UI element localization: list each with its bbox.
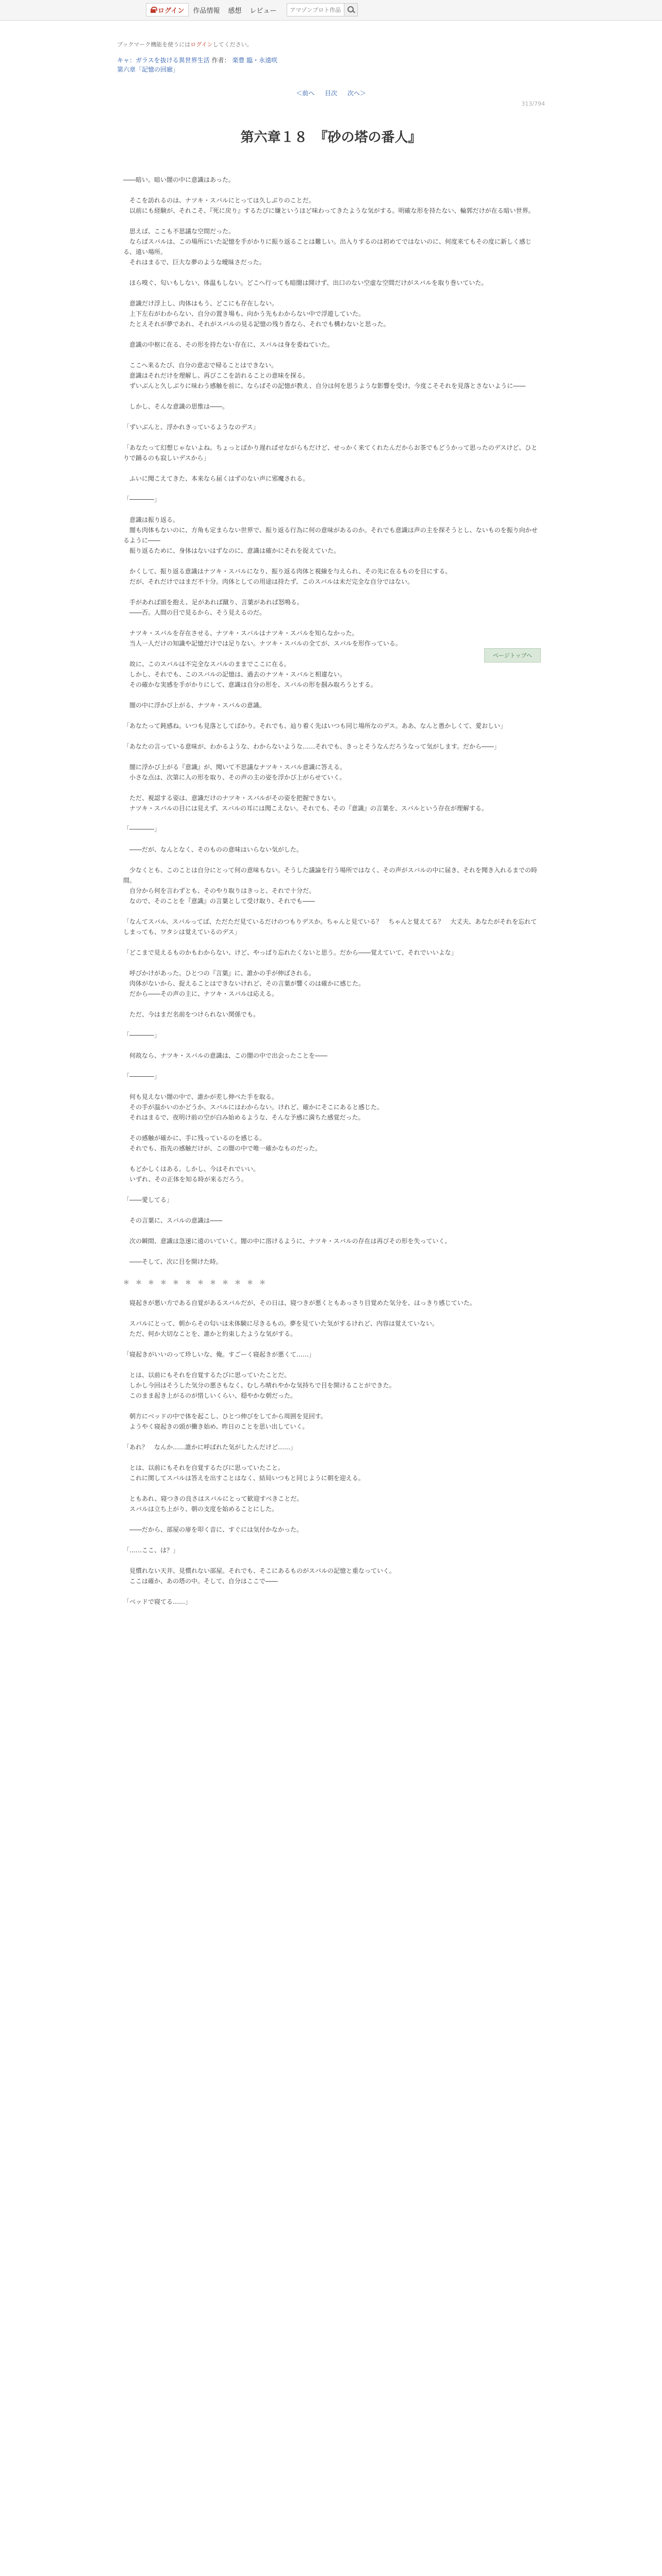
login-button[interactable] <box>146 3 189 16</box>
body-line: ――だが、なんとなく、そのものの意味はいらない気がした。 <box>123 846 303 853</box>
body-line: ナツキ・スバルの目には見えず、スバルの耳には聞こえない。それでも、その『意識』の言葉を、スバルという存在が理解する。 <box>123 805 488 812</box>
body-line: 「あなたの言っている意味が、わかるような、わからないような……それでも、きっとそうなんだろうなって気がします。だから――」 <box>123 743 501 750</box>
body-line <box>123 1432 539 1442</box>
search-box <box>287 3 358 16</box>
body-line: しかし、そんな意識の思惟は――。 <box>123 403 229 410</box>
bookmark-notice-suffix: してください。 <box>212 41 253 48</box>
body-line: ――否。人間の目で見るから、そう見えるのだ。 <box>123 609 266 616</box>
bookmark-notice <box>117 40 545 49</box>
body-line: ほら嗅ぐ、匂いもしない、体温もしない。どこへ行っても暗闇は開けず、出口のない空虚な空間だけがスバルを取り巻いていた。 <box>123 279 488 286</box>
body-line: 「――――」 <box>123 825 161 833</box>
body-line: ただ、視認する姿は、意識だけのナツキ・スバルがその姿を把握できない。 <box>123 794 340 802</box>
body-line <box>123 834 539 844</box>
body-line: その手が温かいのかどうか、スバルにはわからない。けれど、確かにそこにあると感じた。 <box>123 1104 384 1111</box>
prev-link[interactable]: ＜前へ <box>296 90 315 97</box>
body-line: 闇も肉体もないのに、方角も定まらない世界で、振り返る行為に何の意味があるのか。それでも意識は声の主を探そうとし、ないものを振り向かせるように―― <box>123 527 538 544</box>
body-line: ようやく寝起きの頭が働き始め、昨日のことを思い出していく。 <box>123 1423 309 1430</box>
body-line: 意識は振り返る。 <box>123 516 179 523</box>
body-line: だから――その声の主に、ナツキ・スバルは応える。 <box>123 990 278 997</box>
body-line: 「――愛してる」 <box>123 1196 173 1204</box>
body-line: スバルにとって、朝からその匂いは未体験に尽きるもの。夢を見ていた気がするけれど、内容は覚えていない。 <box>123 1320 439 1327</box>
body-line: 振り返るために、身体はないはずなのに、意識は確かにそれを捉えていた。 <box>123 547 340 554</box>
search-input[interactable] <box>287 4 344 16</box>
nav-impressions[interactable]: 感想 <box>228 7 242 15</box>
body-line: ＊ ＊ ＊ ＊ ＊ ＊ ＊ ＊ ＊ ＊ ＊ ＊ <box>123 1279 266 1286</box>
body-line: ただ、何か大切なことを、誰かと約束したような気がする。 <box>123 1330 297 1337</box>
page-counter: 313/794 <box>521 100 545 107</box>
body-line: しかし今回はそうした気分の悪さもなく、むしろ晴れやかな気持ちで目を開けることができた。 <box>123 1382 395 1389</box>
nav-reviews[interactable]: レビュー <box>250 7 277 15</box>
body-line: ――そして、次に目を開けた時。 <box>123 1258 222 1265</box>
novel-body <box>117 175 545 1607</box>
body-line: 「――――」 <box>123 496 161 503</box>
body-line <box>123 432 539 443</box>
body-line <box>123 1061 539 1071</box>
body-line <box>123 1081 539 1092</box>
body-line <box>123 937 539 947</box>
body-line: 上下左右がわからない、自分の置き場も、向かう先もわからない中で浮遊していた。 <box>123 310 365 317</box>
body-line: それはまるで、夜明け前の空が白み始めるような、そんな予感に満ちた感覚だった。 <box>123 1114 365 1121</box>
body-line: 故に、このスバルは不完全なスバルのままでここに在る。 <box>123 660 291 668</box>
chapter-subtitle: 第六章「記憶の回廊」 <box>117 66 179 73</box>
body-line: なので、そのことを『意識』の言葉として受け取り、それでも―― <box>123 897 315 905</box>
body-line: ――だから、部屋の扉を叩く音に、すぐには気付かなかった。 <box>123 1526 303 1533</box>
breadcrumb <box>117 56 545 65</box>
body-line: これに関してスバルは答えを出すことはなく、結局いつもと同じように朝を迎える。 <box>123 1475 365 1482</box>
body-line: そこを訪れるのは、ナツキ・スバルにとっては久しぶりのことだ。 <box>123 197 315 204</box>
body-line: ずいぶんと久しぶりに味わう感触を前に、ならばその記憶が教え、自分は何を思うような影響を受け、今度こそそれを見落とさないように―― <box>123 382 526 389</box>
body-line: 小さな点は、次第に人の形を取り、その声の主の姿を浮かび上がらせていく。 <box>123 774 346 781</box>
body-line: 自分から何を言わずとも、そのやり取りはきっと、それで十分だ。 <box>123 887 316 894</box>
body-line <box>123 618 539 628</box>
body-line: ふいに聞こえてきた、本来なら届くはずのない声に邪魔される。 <box>123 475 309 482</box>
body-line: 思えば、ここも不思議な空間だった。 <box>123 228 235 235</box>
body-line <box>123 1040 539 1050</box>
body-line <box>123 504 539 515</box>
next-link[interactable]: 次へ＞ <box>347 90 366 97</box>
body-line: いずれ、その正体を知る時が来るだろう。 <box>123 1176 247 1183</box>
top-bar-inner <box>146 3 358 16</box>
body-line <box>123 752 539 762</box>
search-button[interactable] <box>344 4 357 16</box>
body-line <box>123 587 539 597</box>
body-line: 闇の中に浮かび上がる、ナツキ・スバルの意識。 <box>123 702 266 709</box>
body-line: 「あれ？ なんか……誰かに呼ばれた気がしたんだけど……」 <box>123 1444 297 1451</box>
body-line: このまま起き上がるのが惜しいくらい、穏やかな朝だった。 <box>123 1392 297 1399</box>
body-line: 「あなたって幻想じゃないよね。ちょっとばかり遅ればせながらもだけど、せっかく来てくれたんだからお茶でもどうかって思ったのデスけど、ひとりで踊るのも寂しいデスから」 <box>123 444 538 462</box>
body-line: とは、以前にもそれを自覚するたびに思っていたこと。 <box>123 1464 285 1471</box>
body-line: 「寝起きがいいのって珍しいな、俺。すごーく寝起きが悪くて……」 <box>123 1351 315 1358</box>
body-line <box>123 814 539 824</box>
body-line <box>123 855 539 865</box>
bookmark-login-link[interactable]: ログイン <box>190 41 213 48</box>
body-line: 「あなたって鈍感ね。いつも見落としてばかり。それでも、辿り着く先はいつも同じ場所なのデス。ああ、なんと愚かしくて、愛おしい」 <box>123 722 507 730</box>
body-line <box>123 185 539 195</box>
lock-icon <box>151 7 156 13</box>
body-line: 朝方にベッドの中で体を起こし、ひとつ伸びをしてから周囲を見回す。 <box>123 1413 327 1420</box>
bookmark-notice-prefix: ブックマーク機能を使うには <box>117 41 191 48</box>
body-line: 意識だけ浮上し、肉体はもう、どこにも存在しない。 <box>123 300 278 307</box>
body-line: ともあれ、寝つきの良さはスバルにとって歓迎すべきことだ。 <box>123 1495 303 1502</box>
body-line: それでも、指先の感触だけが、この闇の中で唯一確かなものだった。 <box>123 1145 322 1152</box>
body-line <box>123 649 539 659</box>
body-line: 何も見えない闇の中で、誰かが差し伸べた手を取る。 <box>123 1093 278 1100</box>
body-line: 「……ここ、は？」 <box>123 1547 179 1554</box>
main-container <box>117 40 545 1607</box>
body-line: 意識はそれだけを理解し、再びここを訪れることの意味を探る。 <box>123 372 309 379</box>
body-line <box>123 288 539 298</box>
body-line <box>123 412 539 422</box>
body-line: だが、それだけではまだ不十分。肉体としての用途は持たず、このスバルは未だ完全な自分ではない。 <box>123 578 414 585</box>
body-line <box>123 710 539 721</box>
body-line: ならばスバルは、この場所にいた記憶を手がかりに振り返ることは難しい。出入りするのは初めてではないのに、何度来てもその度に新しく感じる、遠い場所。 <box>123 238 532 256</box>
nav-work-info[interactable]: 作品情報 <box>193 7 220 15</box>
body-line <box>123 999 539 1009</box>
body-line: 手があれば頭を抱え、足があれば蹴り、言葉があれば怒鳴る。 <box>123 599 303 606</box>
body-line: 当人一人だけの知識や記憶だけでは足りない。ナツキ・スバルの全てが、スバルを形作っている。 <box>123 640 402 647</box>
body-line <box>123 1267 539 1277</box>
author-link[interactable]: 楽豊 臨・永遠咲 <box>232 57 278 64</box>
body-line: 「なんてスバル、スバルってば、ただただ見ているだけのつもりデスか。ちゃんと見ている？ ちゃんと覚えてる？ 大丈夫、あなたがそれを忘れてしまっても、ワタシは覚えているのデス」 <box>123 918 537 936</box>
body-line: 肉体がないから、捉えることはできないけれど、その言葉が響くのは確かに感じた。 <box>123 980 365 987</box>
body-line: 「――――」 <box>123 1073 161 1080</box>
body-line: かくして、振り返る意識はナツキ・スバルになり、振り返る肉体と視線を与えられ、その先に在るものを目にする。 <box>123 568 452 575</box>
body-line <box>123 350 539 360</box>
body-line: ――暗い。暗い闇の中に意識はあった。 <box>123 176 235 183</box>
series-link[interactable]: キャ：ガラスを抜ける異世界生活 <box>117 57 210 64</box>
body-line <box>123 1123 539 1133</box>
page-top-button[interactable]: ページトップへ <box>484 648 541 663</box>
body-line: 「――――」 <box>123 1031 161 1039</box>
body-line: 見慣れない天井、見慣れない部屋。それでも、そこにあるものがスバルの記憶と重なっていく。 <box>123 1567 395 1574</box>
body-line <box>123 267 539 278</box>
body-line: たとえそれが夢であれ、それがスバルの見る記憶の残り香なら、それでも構わないと思った。 <box>123 320 390 328</box>
body-line <box>123 1360 539 1370</box>
toc-link[interactable]: 目次 <box>324 90 337 97</box>
body-line: 以前にも経験が、それこそ、『死に戻り』するたびに嫌というほど味わってきたような気がする。明確な形を持たない、輪郭だけが在る暗い世界。 <box>123 207 535 214</box>
body-line <box>123 1514 539 1524</box>
body-line <box>123 1555 539 1566</box>
body-line: 呼びかけがあった。ひとつの『言葉』に、誰かの手が伸ばされる。 <box>123 970 315 977</box>
body-line <box>123 1154 539 1164</box>
body-line: ここへ来るたび、自分の意志で帰ることはできない。 <box>123 362 278 369</box>
body-line <box>123 329 539 340</box>
body-line: 寝起きが悪い方である自覚があるスバルだが、その日は、寝つきが悪くともあっさり目覚めた気分を、はっきり感じていた。 <box>123 1299 476 1307</box>
body-line: とは、以前にもそれを自覚するたびに思っていたことだ。 <box>123 1371 291 1379</box>
body-line: 何故なら、ナツキ・スバルの意識は、この闇の中で出会ったことを―― <box>123 1052 327 1059</box>
body-line: 「ずいぶんと、浮かれきっているようなのデス」 <box>123 423 259 431</box>
body-line <box>123 1226 539 1236</box>
body-line: 「どこまで見えるものかもわからない、けど、やっぱり忘れたくないと思う。だから――覚えていて、それでいいよな」 <box>123 949 457 956</box>
body-line: それはまるで、巨大な夢のような曖昧さだった。 <box>123 259 266 266</box>
top-bar <box>0 0 662 21</box>
body-line <box>123 906 539 917</box>
body-line <box>123 484 539 494</box>
body-line <box>123 1287 539 1298</box>
body-line: その確かな実感を手がかりにして、意識は自分の形を、スバルの形を掴み取ろうとする。 <box>123 681 377 688</box>
body-line <box>123 783 539 793</box>
body-line: スバルは立ち上がり、朝の支度を始めることにした。 <box>123 1505 278 1513</box>
body-line <box>123 1483 539 1494</box>
body-line <box>123 1184 539 1195</box>
login-label: ログイン <box>158 7 185 15</box>
body-line <box>123 1586 539 1597</box>
body-line: もどかしくはある。しかし、今はそれでいい。 <box>123 1165 260 1173</box>
body-line: ナツキ・スバルを存在させる、ナツキ・スバルはナツキ・スバルを知らなかった。 <box>123 630 358 637</box>
body-line <box>123 1246 539 1257</box>
body-line: ここは確か、あの塔の中。そして、自分はここで―― <box>123 1578 278 1585</box>
body-line <box>123 1401 539 1411</box>
body-line <box>123 391 539 401</box>
body-line <box>123 556 539 566</box>
body-line <box>123 463 539 473</box>
body-line: 少なくとも、このことは自分にとって何の意味もない。そうした議論を行う場所ではなく、その声がスバルの中に届き、それを聞き入れるまでの時間。 <box>123 867 538 884</box>
body-line <box>123 958 539 968</box>
body-line <box>123 1205 539 1215</box>
body-line: その感触が確かに、手に残っているのを感じる。 <box>123 1134 266 1142</box>
body-line: その言葉に、スバルの意識は―― <box>123 1217 223 1224</box>
body-line <box>123 690 539 700</box>
body-line <box>123 216 539 226</box>
body-line <box>123 1020 539 1030</box>
body-line: 次の瞬間、意識は急速に遠のいていく。闇の中に溶けるように、ナツキ・スバルの存在は再びその形を失っていく。 <box>123 1238 451 1245</box>
body-line: 「ベッドで寝てる……」 <box>123 1598 192 1605</box>
body-line <box>123 1339 539 1349</box>
body-line <box>123 1452 539 1463</box>
body-line <box>123 731 539 741</box>
body-line: 意識の中枢に在る、その形を持たない存在に、スバルは身を委ねていた。 <box>123 341 334 348</box>
body-line: ただ、今はまだ名前をつけられない関係でも。 <box>123 1011 260 1018</box>
body-line <box>123 1535 539 1545</box>
body-line: しかし、それでも、このスバルの記憶は、過去のナツキ・スバルと相違ない。 <box>123 671 346 678</box>
chapter-title: 第六章１８ 『砂の塔の番人』 <box>240 130 422 145</box>
body-line <box>123 1308 539 1318</box>
author-label: 作者： <box>211 57 230 64</box>
pager <box>117 89 545 97</box>
body-line: 闇に浮かび上がる『意識』が、聞いて不思議なナツキ・スバル意識に答える。 <box>123 764 346 771</box>
